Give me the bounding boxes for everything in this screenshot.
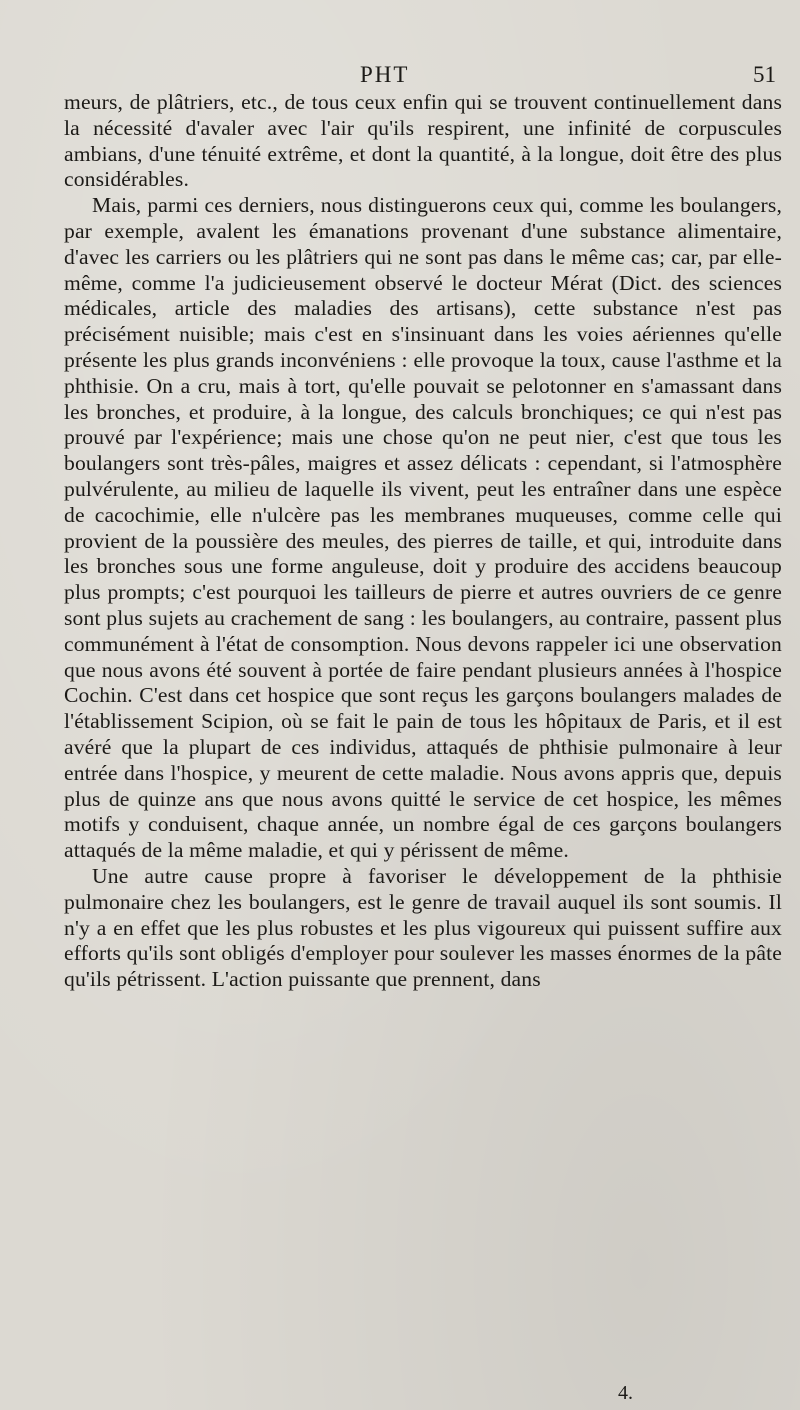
page-number: 51 — [753, 62, 776, 87]
page-header — [64, 62, 780, 92]
paragraph-1: meurs, de plâtriers, etc., de tous ceux enfin qui se trouvent continuellement dans la nécessité d'avaler avec l'air qu'ils respirent, une infinité de corpuscules ambians, d'une ténuité extrême, et dont la quantité, à la longue, doit être des plus considérables. — [64, 90, 782, 192]
paragraph-3: Une autre cause propre à favoriser le développement de la phthisie pulmonaire chez les boulangers, est le genre de travail auquel ils sont soumis. Il n'y a en effet que les plus robustes et les plus vigoureux qui puissent suffire aux efforts qu'ils sont obligés d'employer pour soulever les masses énormes de la pâte qu'ils pétrissent. L'action puissante que prennent, dans — [64, 863, 782, 992]
running-head: PHT — [360, 62, 410, 87]
signature-mark: 4. — [618, 1382, 633, 1404]
body-text — [64, 90, 782, 993]
paragraph-2: Mais, parmi ces derniers, nous distinguerons ceux qui, comme les boulangers, par exemple, avalent les émanations provenant d'une substance alimentaire, d'avec les carriers ou les plâtriers qui ne sont pas dans le même cas; car, par elle-même, comme l'a judicieusement observé le docteur Mérat (Dict. des sciences médicales, article des maladies des artisans), cette substance n'est pas précisément nuisible; mais c'est en s'insinuant dans les voies aériennes qu'elle présente les plus grands inconvéniens : elle provoque la toux, cause l'asthme et la phthisie. On a cru, mais à tort, qu'elle pouvait se pelotonner en s'amassant dans les bronches, et produire, à la longue, des calculs bronchiques; ce qui n'est pas prouvé par l'expérience; mais une chose qu'on ne peut nier, c'est que tous les boulangers sont très-pâles, maigres et assez délicats : cependant, si l'atmosphère pulvérulente, au milieu de laquelle ils vivent, peut les entraîner dans une espèce de cacochimie, elle n'ulcère pas les membranes muqueuses, comme celle qui provient de la poussière des meules, des pierres de taille, et qui, introduite dans les bronches sous une forme anguleuse, doit y produire des accidens beaucoup plus prompts; c'est pourquoi les tailleurs de pierre et autres ouvriers de ce genre sont plus sujets au crachement de sang : les boulangers, au contraire, passent plus communément à l'état de consomption. Nous devons rappeler ici une observation que nous avons été souvent à portée de faire pendant plusieurs années à l'hospice Cochin. C'est dans cet hospice que sont reçus les garçons boulangers malades de l'établissement Scipion, où se fait le pain de tous les hôpitaux de Paris, et il est avéré que la plupart de ces individus, attaqués de phthisie pulmonaire à leur entrée dans l'hospice, y meurent de cette maladie. Nous avons appris que, depuis plus de quinze ans que nous avons quitté le service de cet hospice, les mêmes motifs y conduisent, chaque année, un nombre égal de ces garçons boulangers attaqués de la même maladie, et qui y périssent de même. — [64, 193, 782, 863]
